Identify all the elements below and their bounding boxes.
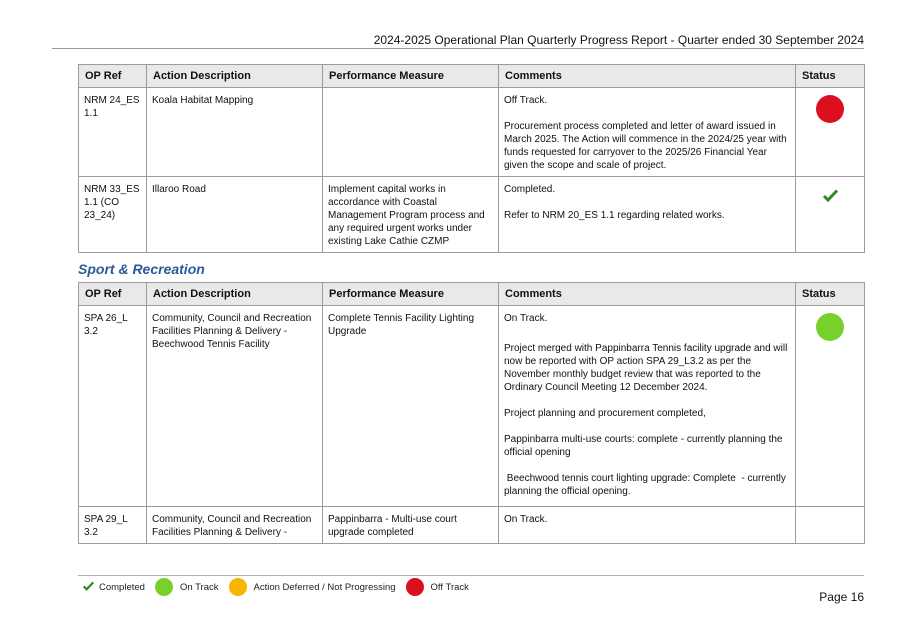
col-header-performance-measure: Performance Measure [323, 283, 499, 306]
comment-paragraph: Beechwood tennis court lighting upgrade: Complete - currently planning the official opening. [504, 473, 789, 497]
amber-circle-icon [229, 578, 247, 596]
progress-table-1 [78, 64, 865, 253]
col-header-action-description: Action Description [147, 283, 323, 306]
comment-paragraph: Refer to NRM 20_ES 1.1 regarding related works. [504, 210, 725, 221]
green-circle-icon [155, 578, 173, 596]
measure-cell [323, 88, 499, 177]
table-row [79, 88, 865, 177]
comment-paragraph: Project merged with Pappinbarra Tennis facility upgrade and will now be reported with OP action SPA 29_L3.2 as per the November monthly budget review that was reported to the Ordinary Council Meeting 12 December 2024. [504, 343, 788, 393]
legend-label: Completed [99, 581, 145, 593]
op-ref-cell: SPA 26_L 3.2 [79, 306, 147, 507]
legend-label: On Track [179, 581, 219, 593]
col-header-comments: Comments [499, 283, 796, 306]
green-circle-icon [816, 313, 844, 341]
op-ref-cell: NRM 33_ES 1.1 (CO 23_24) [79, 177, 147, 253]
comments-cell [499, 306, 796, 507]
comment-paragraph: Pappinbarra multi-use courts: complete - currently planning the official opening [504, 434, 783, 458]
legend-item-completed [83, 581, 145, 594]
comments-cell [499, 177, 796, 253]
red-circle-icon [406, 578, 424, 596]
status-cell [796, 306, 865, 507]
status-cell [796, 88, 865, 177]
table-row [79, 507, 865, 544]
comments-cell [499, 507, 796, 544]
status-legend [83, 578, 479, 596]
table-header-row [79, 65, 865, 88]
header-divider [52, 48, 864, 49]
section-title: Sport & Recreation [78, 261, 205, 277]
measure-cell: Implement capital works in accordance with Coastal Management Program process and any required urgent works under existing Lake Cathie CZMP [323, 177, 499, 253]
red-circle-icon [816, 95, 844, 123]
legend-divider [78, 575, 864, 576]
comment-paragraph: Completed. [504, 184, 556, 195]
op-ref-cell: NRM 24_ES 1.1 [79, 88, 147, 177]
col-header-status: Status [796, 283, 865, 306]
status-cell [796, 177, 865, 253]
col-header-op-ref: OP Ref [79, 283, 147, 306]
action-cell: Illaroo Road [147, 177, 323, 253]
legend-item-off-track [406, 578, 469, 596]
progress-table-2 [78, 282, 865, 544]
col-header-status: Status [796, 65, 865, 88]
action-cell: Koala Habitat Mapping [147, 88, 323, 177]
action-cell: Community, Council and Recreation Facilities Planning & Delivery - [147, 507, 323, 544]
table-row [79, 177, 865, 253]
legend-item-on-track [155, 578, 219, 596]
check-icon [83, 581, 94, 594]
comment-paragraph: Procurement process completed and letter of award issued in March 2025. The Action will commence in the 2024/25 year with funds requested for carryover to the 2025/26 Financial Year given the scope and scale of project. [504, 121, 787, 171]
measure-cell: Complete Tennis Facility Lighting Upgrade [323, 306, 499, 507]
legend-item-deferred [229, 578, 396, 596]
col-header-op-ref: OP Ref [79, 65, 147, 88]
status-cell [796, 507, 865, 544]
action-cell: Community, Council and Recreation Facilities Planning & Delivery - Beechwood Tennis Facility [147, 306, 323, 507]
col-header-performance-measure: Performance Measure [323, 65, 499, 88]
check-icon [823, 189, 838, 206]
comment-paragraph: On Track. [504, 514, 548, 525]
op-ref-cell: SPA 29_L 3.2 [79, 507, 147, 544]
comments-cell [499, 88, 796, 177]
legend-label: Off Track [430, 581, 469, 593]
legend-label: Action Deferred / Not Progressing [253, 581, 396, 593]
report-header-title: 2024-2025 Operational Plan Quarterly Progress Report - Quarter ended 30 September 2024 [373, 33, 864, 47]
measure-cell: Pappinbarra - Multi-use court upgrade completed [323, 507, 499, 544]
comment-paragraph: Project planning and procurement completed, [504, 408, 706, 419]
comment-paragraph: Off Track. [504, 95, 548, 106]
page-number: Page 16 [819, 590, 864, 604]
col-header-action-description: Action Description [147, 65, 323, 88]
table-header-row [79, 283, 865, 306]
comment-paragraph: On Track. [504, 313, 548, 324]
table-row [79, 306, 865, 507]
col-header-comments: Comments [499, 65, 796, 88]
